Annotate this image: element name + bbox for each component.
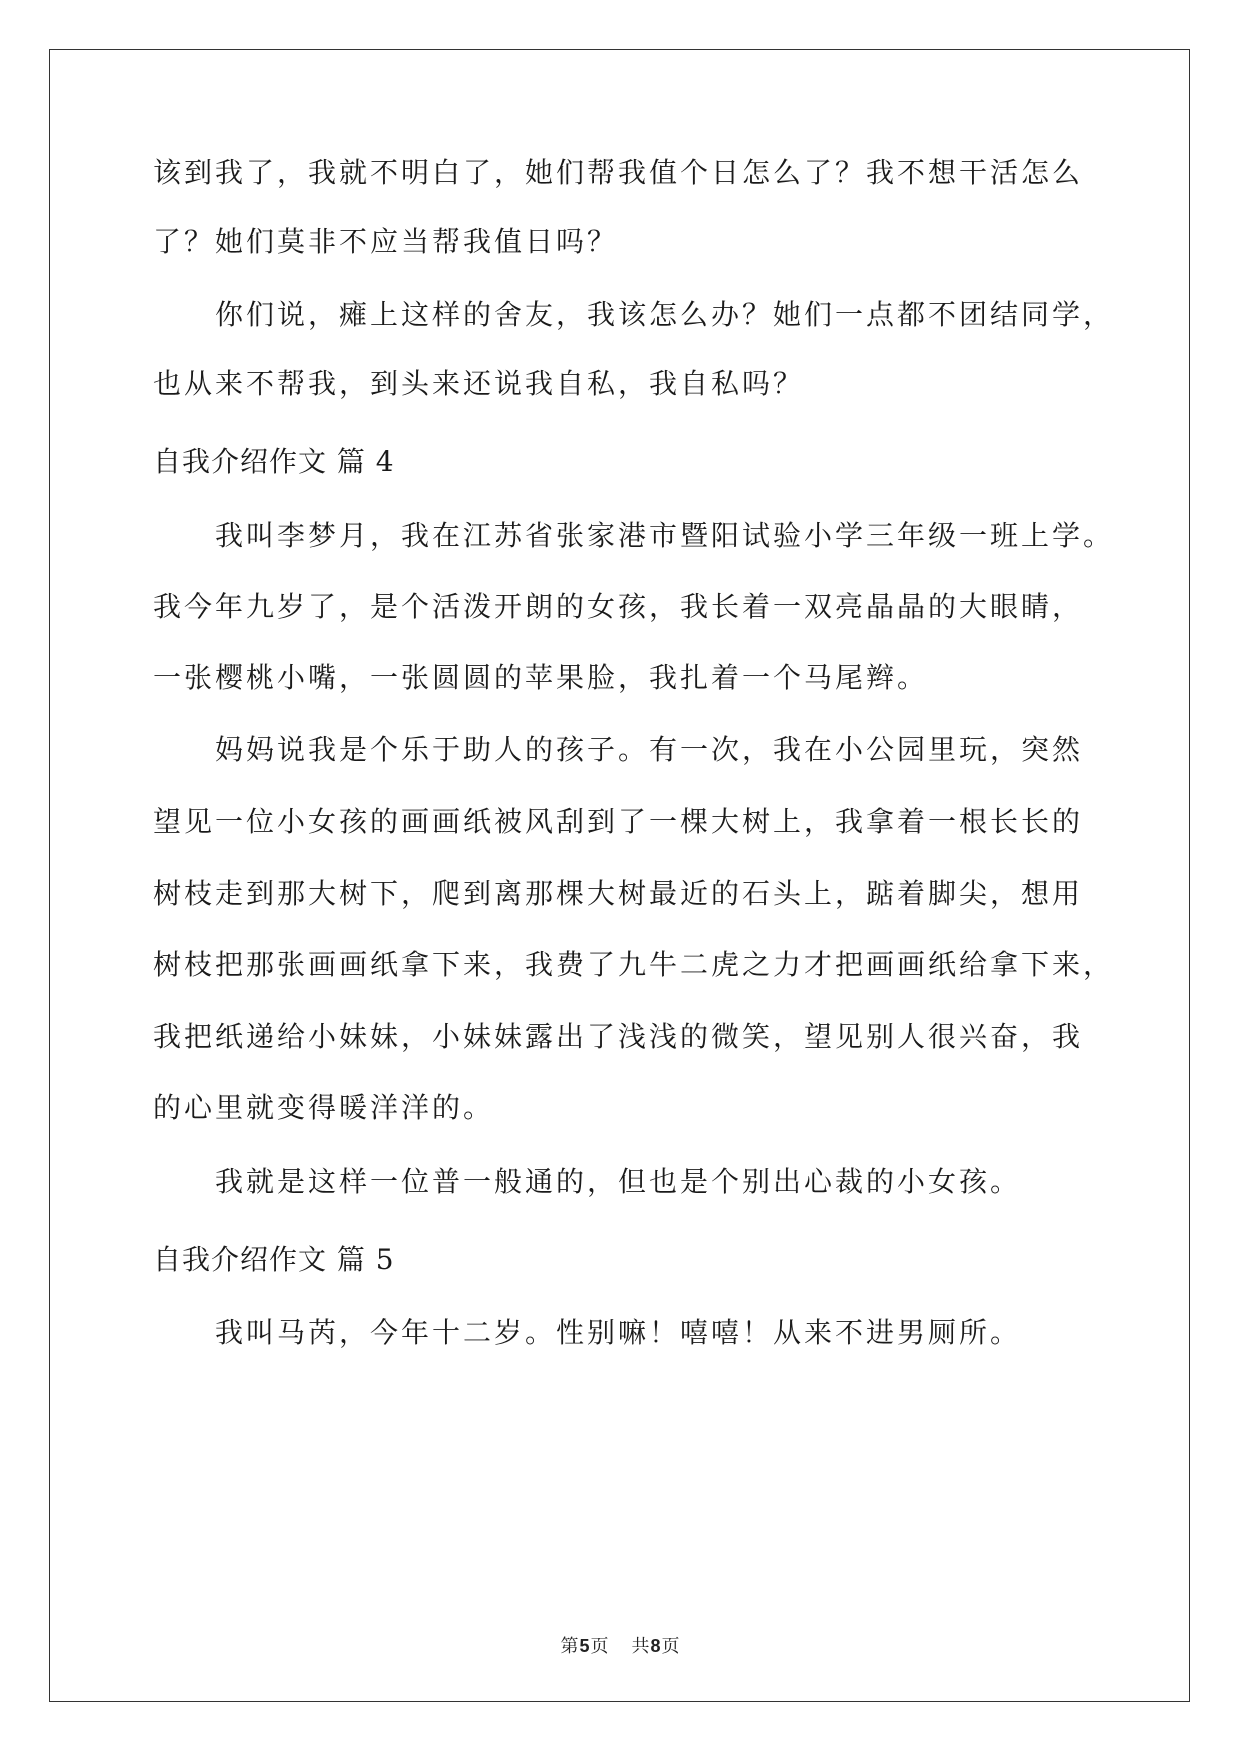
body-text-line: 我今年九岁了，是个活泼开朗的女孩，我长着一双亮晶晶的大眼睛， (153, 590, 1084, 623)
page-unit: 页 (590, 1636, 610, 1657)
paragraph-first-line: 我叫马芮，今年十二岁。性别嘛！嘻嘻！从来不进男厕所。 (215, 1316, 1022, 1349)
total-prefix: 共 (631, 1636, 651, 1657)
body-text-line: 树枝走到那大树下，爬到离那棵大树最近的石头上，踮着脚尖，想用 (153, 877, 1084, 910)
paragraph-first-line: 你们说，瘫上这样的舍友，我该怎么办？她们一点都不团结同学， (215, 298, 1115, 331)
body-text-line: 也从来不帮我，到头来还说我自私，我自私吗？ (153, 367, 805, 400)
body-text-line: 该到我了，我就不明白了，她们帮我值个日怎么了？我不想干活怎么 (153, 156, 1084, 189)
body-text-line: 树枝把那张画画纸拿下来，我费了九牛二虎之力才把画画纸给拿下来， (153, 948, 1115, 981)
body-text-line: 我把纸递给小妹妹，小妹妹露出了浅浅的微笑，望见别人很兴奋，我 (153, 1020, 1084, 1053)
section-heading: 自我介绍作文 篇 4 (153, 445, 395, 478)
body-text-line: 一张樱桃小嘴，一张圆圆的苹果脸，我扎着一个马尾辫。 (153, 661, 929, 694)
section-heading: 自我介绍作文 篇 5 (153, 1243, 395, 1276)
paragraph-first-line: 我叫李梦月，我在江苏省张家港市暨阳试验小学三年级一班上学。 (215, 519, 1115, 552)
paragraph-first-line: 我就是这样一位普一般通的，但也是个别出心裁的小女孩。 (215, 1165, 1022, 1198)
page-footer (0, 1634, 1241, 1659)
body-text-line: 的心里就变得暖洋洋的。 (153, 1091, 495, 1124)
paragraph-first-line: 妈妈说我是个乐于助人的孩子。有一次，我在小公园里玩，突然 (215, 733, 1084, 766)
body-text-line: 望见一位小女孩的画画纸被风刮到了一棵大树上，我拿着一根长长的 (153, 805, 1084, 838)
current-page-number: 5 (579, 1636, 591, 1656)
total-page-number: 8 (650, 1636, 662, 1656)
page-prefix: 第 (560, 1636, 580, 1657)
total-unit: 页 (661, 1636, 681, 1657)
body-text-line: 了？她们莫非不应当帮我值日吗？ (153, 225, 619, 258)
